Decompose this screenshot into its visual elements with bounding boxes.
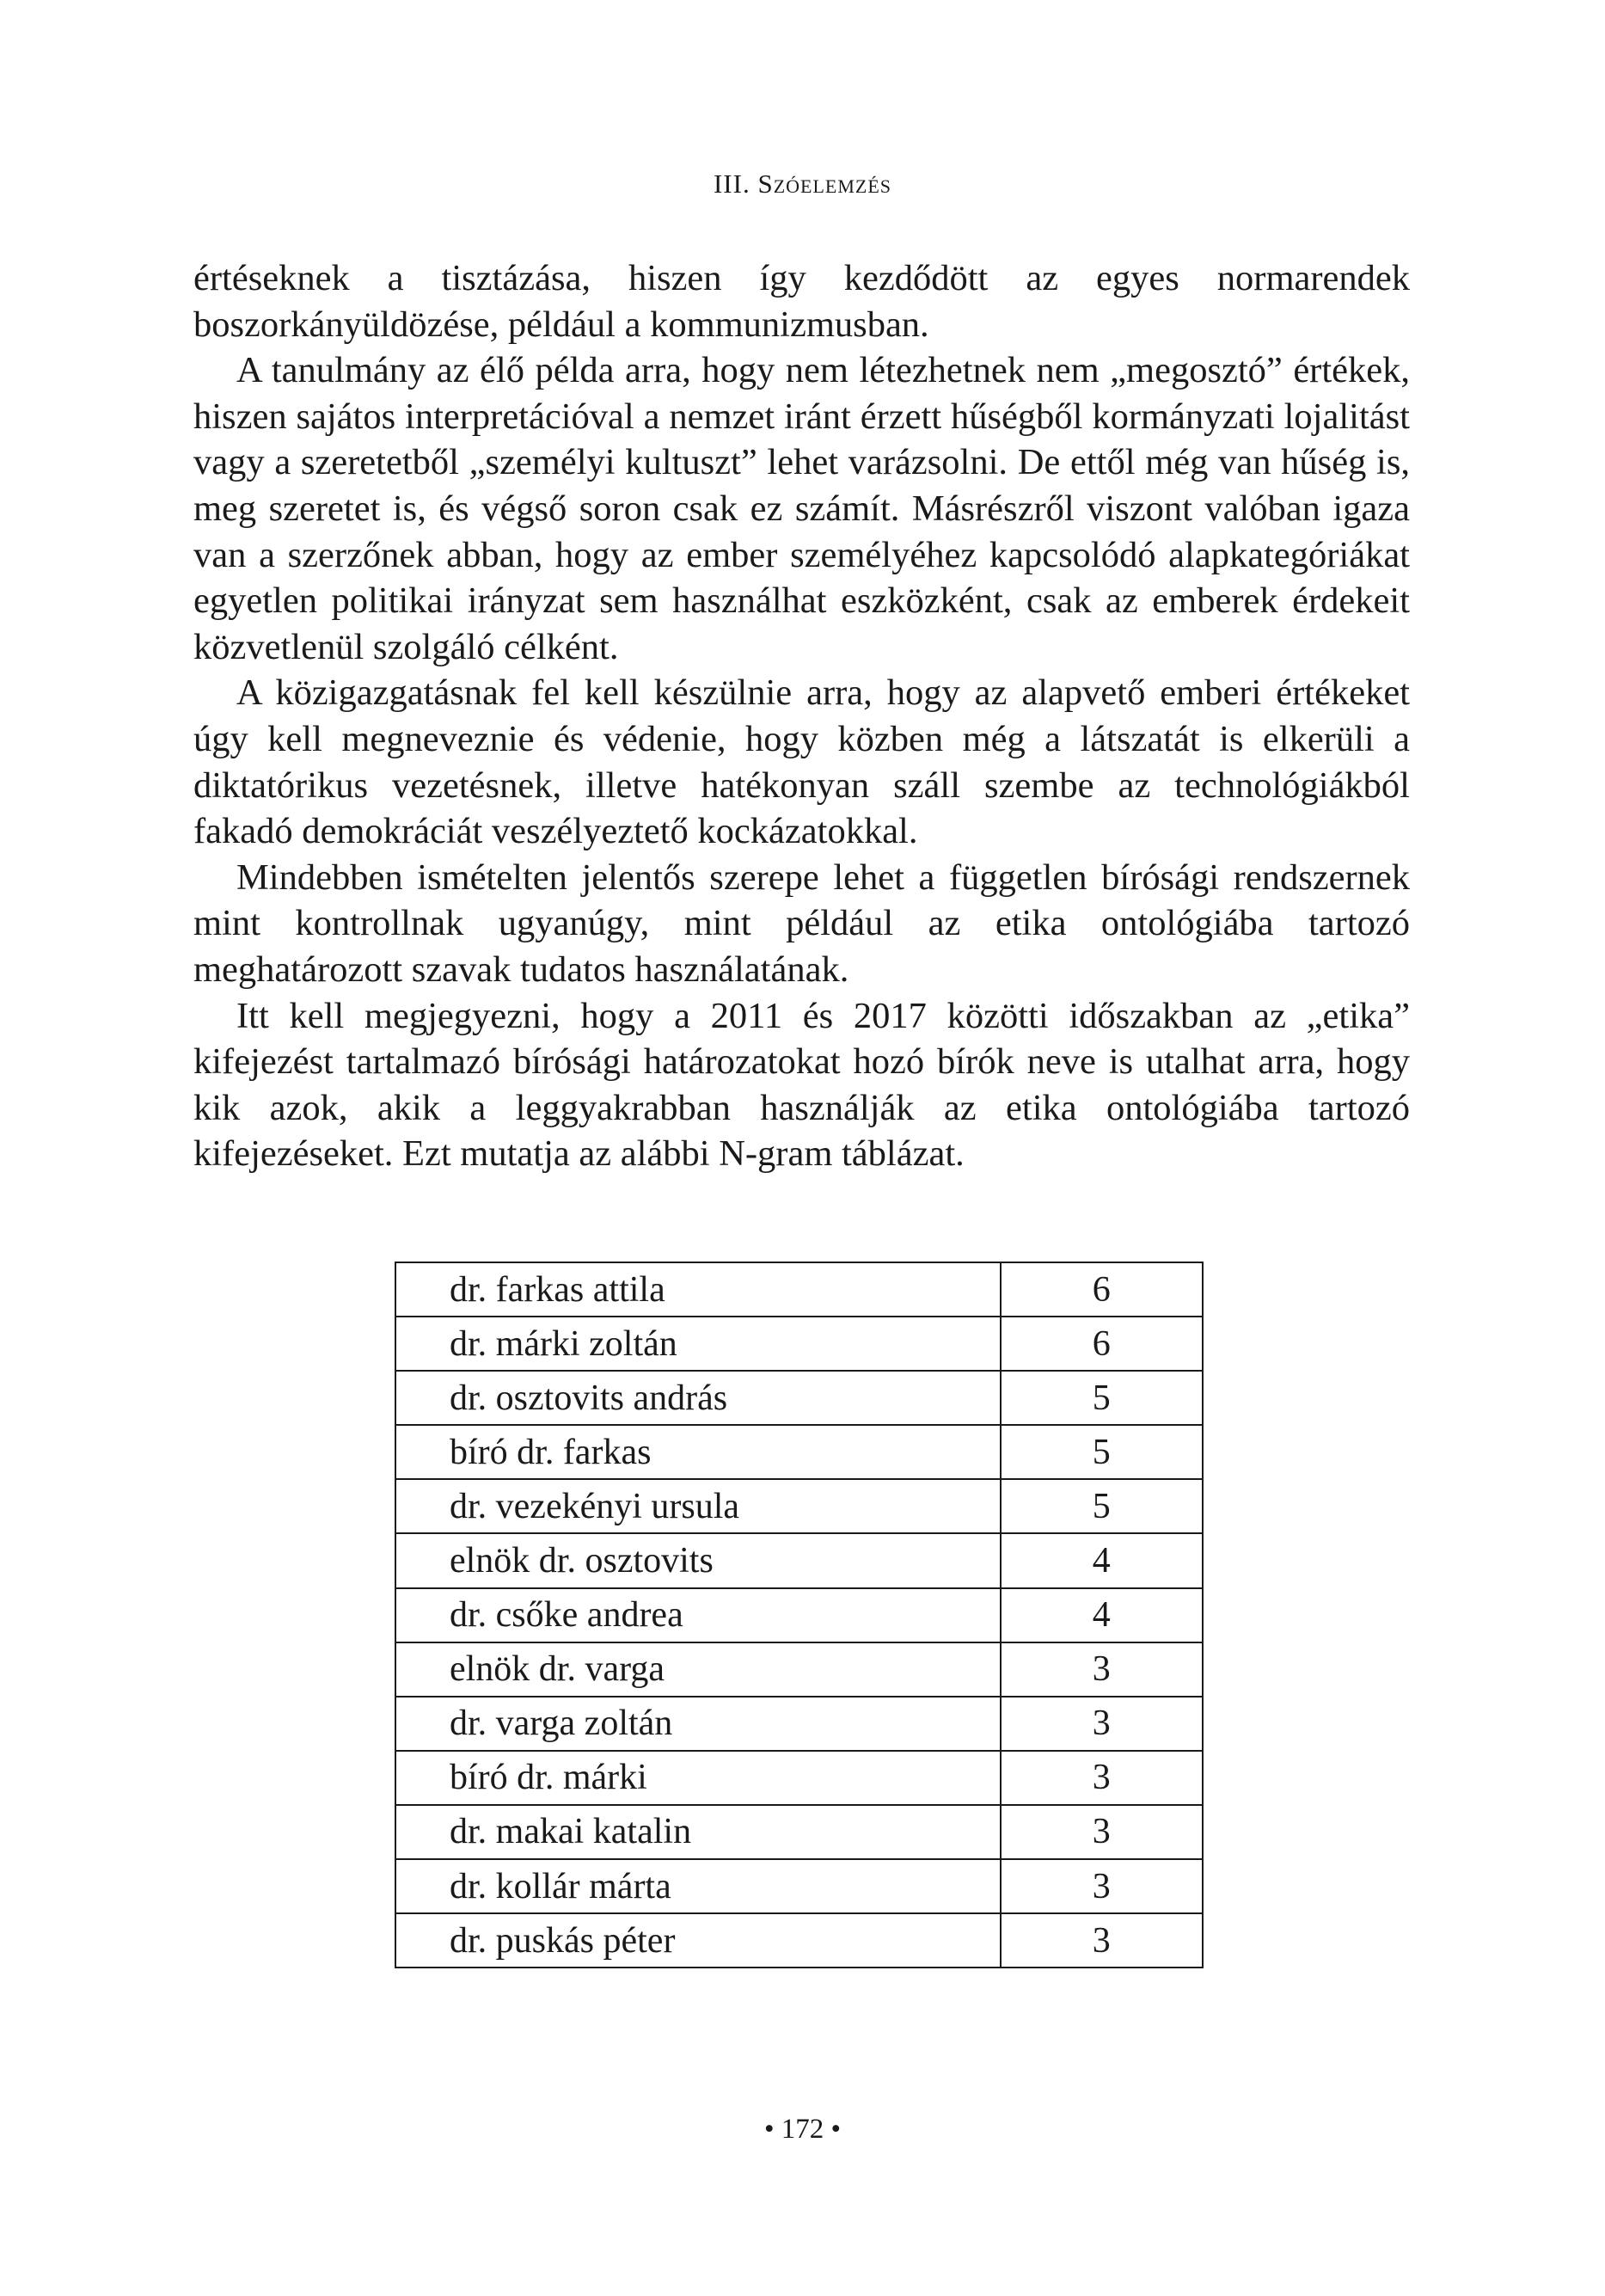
- table-row: [395, 1751, 1203, 1805]
- judge-name-cell: dr. csőke andrea: [395, 1588, 1001, 1642]
- paragraph-4: Mindebben ismételten jelentős szerepe lehet a független bírósági rendszernek mint kontrollnak ugyanúgy, mint például az etika ontológiába tartozó meghatározott szavak tudatos használatának.: [193, 856, 1410, 990]
- paragraph-5: Itt kell megjegyezni, hogy a 2011 és 2017 közötti időszakban az „etika” kifejezést tartalmazó bírósági határozatokat hozó bírók neve is utalhat arra, hogy kik azok, akik a leggyakrabban használják az etika ontológiába tartozó kifejezéseket. Ezt mutatja az alábbi N-gram táblázat.: [193, 995, 1410, 1175]
- page-number: • 172 •: [763, 2114, 842, 2145]
- count-cell: 3: [1001, 1751, 1203, 1805]
- paragraph-1: értéseknek a tisztázása, hiszen így kezdődött az egyes normarendek boszorkányüldözése, például a kommunizmusban.: [193, 258, 1410, 345]
- table-row: [395, 1859, 1203, 1913]
- count-cell: 6: [1001, 1262, 1203, 1317]
- body-text: [193, 255, 1410, 1177]
- paragraph-2: A tanulmány az élő példa arra, hogy nem létezhetnek nem „megosztó” értékek, hiszen sajátos interpretációval a nemzet iránt érzett hűségből kormányzati lojalitást vagy a szeretetből „személyi kultuszt” lehet varázsolni. De ettől még van hűség is, meg szeretet is, és végső soron csak ez számít. Másrészről viszont valóban igaza van a szerzőnek abban, hogy az ember személyéhez kapcsolódó alapkategóriákat egyetlen politikai irányzat sem használhat eszközként, csak az emberek érdekeit közvetlenül szolgáló célként.: [193, 350, 1410, 667]
- table-row: [395, 1913, 1203, 1968]
- judge-name-cell: dr. márki zoltán: [395, 1317, 1001, 1371]
- table-row: [395, 1533, 1203, 1587]
- running-head: III. Szóelemzés: [713, 169, 892, 199]
- judge-name-cell: dr. osztovits andrás: [395, 1371, 1001, 1425]
- table-row: [395, 1425, 1203, 1479]
- judge-name-cell: dr. makai katalin: [395, 1805, 1001, 1859]
- judge-name-cell: bíró dr. márki: [395, 1751, 1001, 1805]
- judge-name-cell: elnök dr. osztovits: [395, 1533, 1001, 1587]
- table-row: [395, 1262, 1203, 1317]
- count-cell: 5: [1001, 1425, 1203, 1479]
- count-cell: 5: [1001, 1479, 1203, 1533]
- paragraph-3: A közigazgatásnak fel kell készülnie arra, hogy az alapvető emberi értékeket úgy kell megneveznie és védenie, hogy közben még a látszatát is elkerüli a diktatórikus vezetésnek, illetve hatékonyan száll szembe az technológiákból fakadó demokráciát veszélyeztető kockázatokkal.: [193, 672, 1410, 852]
- table-row: [395, 1479, 1203, 1533]
- judge-name-cell: elnök dr. varga: [395, 1642, 1001, 1697]
- count-cell: 4: [1001, 1588, 1203, 1642]
- count-cell: 3: [1001, 1642, 1203, 1697]
- judge-name-cell: dr. kollár márta: [395, 1859, 1001, 1913]
- count-cell: 3: [1001, 1859, 1203, 1913]
- count-cell: 5: [1001, 1371, 1203, 1425]
- count-cell: 3: [1001, 1913, 1203, 1968]
- judge-name-cell: dr. vezekényi ursula: [395, 1479, 1001, 1533]
- table-row: [395, 1371, 1203, 1425]
- count-cell: 4: [1001, 1533, 1203, 1587]
- judge-name-cell: dr. farkas attila: [395, 1262, 1001, 1317]
- count-cell: 6: [1001, 1317, 1203, 1371]
- table-row: [395, 1642, 1203, 1697]
- judge-name-cell: bíró dr. farkas: [395, 1425, 1001, 1479]
- table-row: [395, 1317, 1203, 1371]
- judge-name-cell: dr. puskás péter: [395, 1913, 1001, 1968]
- table-row: [395, 1805, 1203, 1859]
- count-cell: 3: [1001, 1805, 1203, 1859]
- table-row: [395, 1588, 1203, 1642]
- judge-name-cell: dr. varga zoltán: [395, 1697, 1001, 1751]
- table-row: [395, 1697, 1203, 1751]
- ngram-table: [395, 1262, 1204, 1968]
- count-cell: 3: [1001, 1697, 1203, 1751]
